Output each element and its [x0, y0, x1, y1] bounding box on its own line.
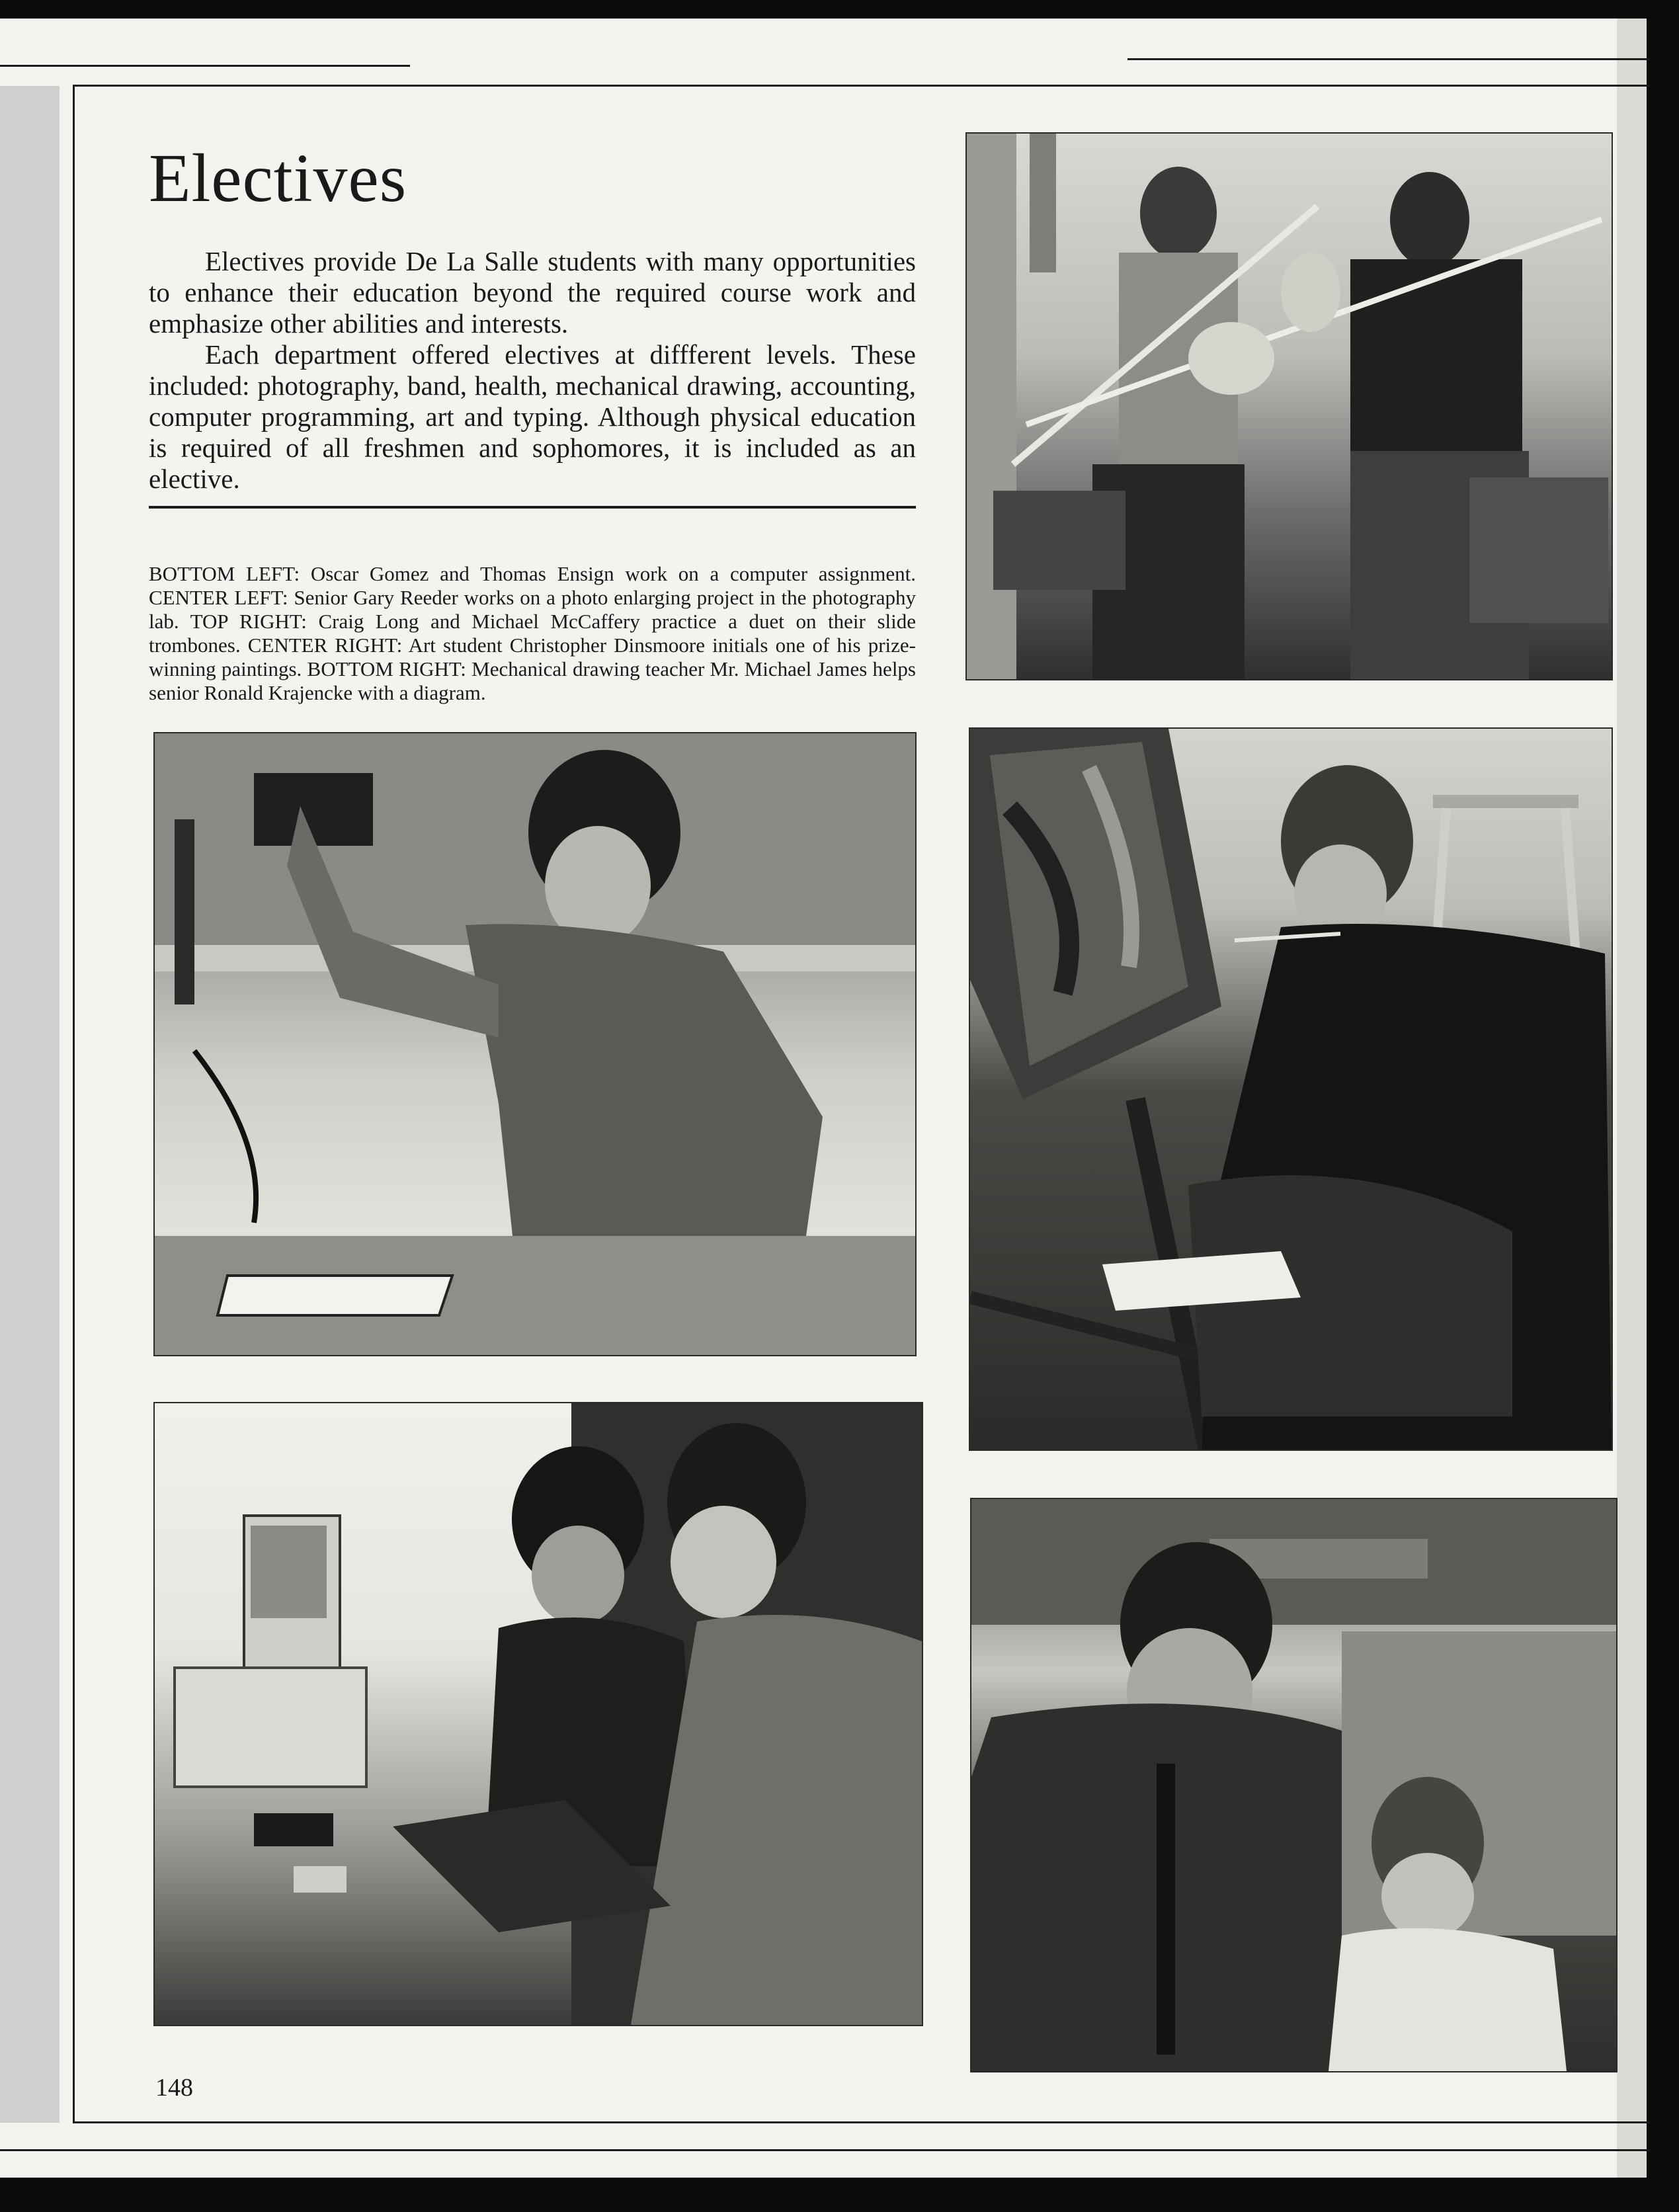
top-rule-left	[0, 65, 410, 67]
page-title: Electives	[149, 140, 407, 216]
caption-divider	[149, 506, 916, 509]
top-rule-right	[1127, 58, 1650, 60]
page-number: 148	[155, 2074, 193, 2102]
bottom-rule	[0, 2149, 1650, 2151]
computer-assignment-photo	[153, 1402, 923, 2026]
photo-enlarging-photo	[153, 732, 917, 1356]
scan-right-margin	[1617, 19, 1647, 2178]
mechanical-drawing-photo	[970, 1498, 1618, 2072]
intro-text	[149, 246, 916, 495]
intro-paragraph-1: Electives provide De La Salle students with many opportunities to enhance their education beyond the required course work and emphasize other abilities and interests.	[149, 246, 916, 339]
scan-left-margin	[0, 86, 60, 2123]
frame-bottom	[73, 2121, 1650, 2123]
photo-caption: BOTTOM LEFT: Oscar Gomez and Thomas Ensign work on a computer assignment. CENTER LEFT: Senior Gary Reeder works on a photo enlarging project in the photography lab. TOP RIGHT: Craig Long and Michael McCaffery practice a duet on their slide trombones. CENTER RIGHT: Art student Christopher Dinsmoore initials one of his prize-winning paintings. BOTTOM RIGHT: Mechanical drawing teacher Mr. Michael James helps senior Ronald Krajencke with a diagram.	[149, 562, 916, 704]
frame-top	[73, 85, 1650, 87]
frame-left	[73, 85, 75, 2123]
art-painting-photo	[969, 727, 1613, 1451]
intro-paragraph-2: Each department offered electives at diffferent levels. These included: photography, band, health, mechanical drawing, accounting, computer programming, art and typing. Although physical education is required of all freshmen and sophomores, it is included as an elective.	[149, 339, 916, 494]
trombone-duet-photo	[965, 132, 1613, 680]
